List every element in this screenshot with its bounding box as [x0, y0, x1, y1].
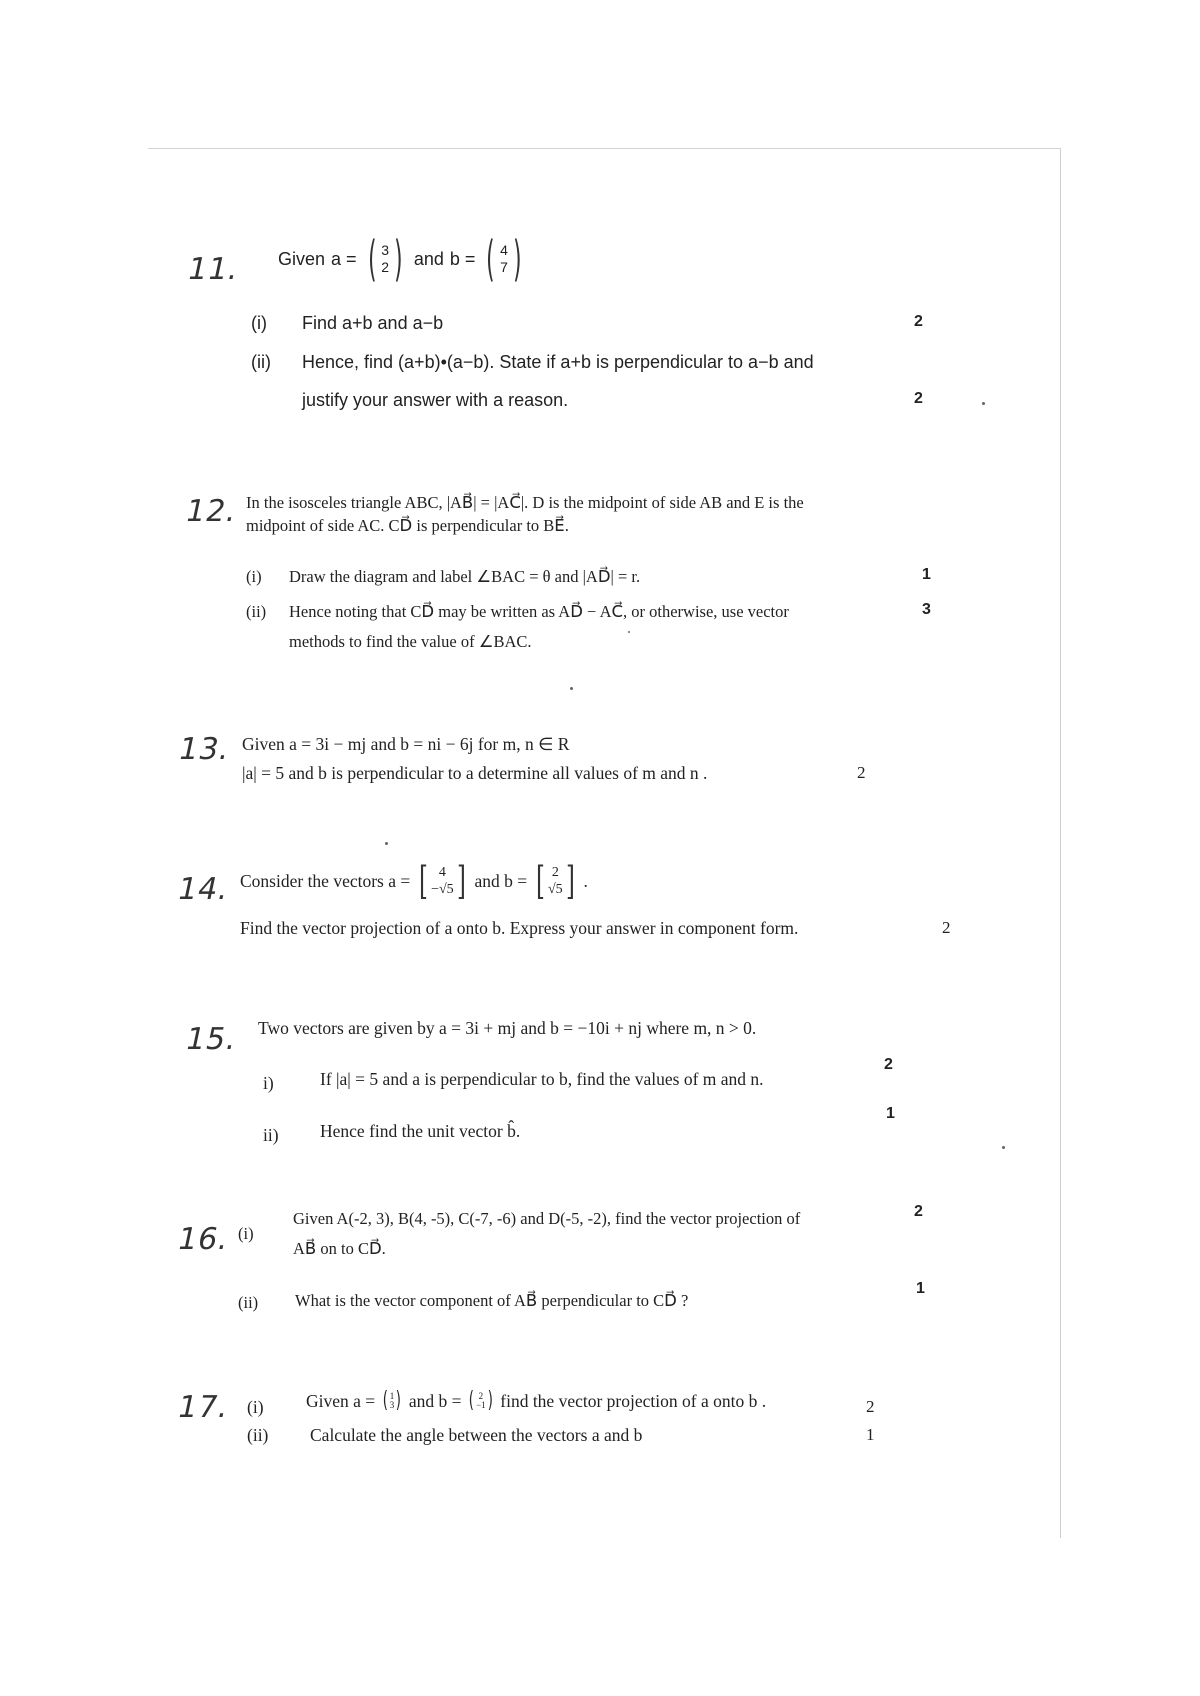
- q16-part-ii-label: (ii): [238, 1293, 259, 1312]
- q12-part-i-text: Draw the diagram and label ∠BAC = θ and |AD⃗| = r.: [289, 567, 641, 586]
- q17-part-i-rest: find the vector projection of a onto b .: [500, 1390, 767, 1411]
- q17-part-i-label: (i): [247, 1397, 264, 1417]
- q12-part-ii-label: (ii): [246, 602, 267, 621]
- q14-and-b: and b =: [474, 870, 528, 891]
- q17-part-i-line: [306, 1390, 766, 1412]
- q17-and-b: and b =: [408, 1390, 462, 1411]
- q13-line-2: |a| = 5 and b is perpendicular to a determine all values of m and n .: [242, 763, 708, 783]
- q14-a-top: 4: [438, 865, 446, 880]
- q11-b-top: 4: [500, 242, 508, 258]
- scan-speck: [385, 842, 388, 845]
- q12-stem-1: In the isosceles triangle ABC, |AB⃗| = |AC⃗|. D is the midpoint of side AB and E is the: [246, 493, 804, 512]
- q15-part-ii-text: Hence find the unit vector b̂.: [320, 1121, 521, 1141]
- question-number-14: 14.: [174, 872, 233, 907]
- q13-line-1: Given a = 3i − mj and b = ni − 6j for m, n ∈ R: [242, 734, 570, 754]
- q11-a-lhs: a =: [331, 248, 357, 269]
- page-border-right: [1060, 148, 1061, 1538]
- question-number-11: 11.: [184, 252, 243, 287]
- q17-b-top: 2: [478, 1391, 484, 1401]
- q17-vector-b: ( 2 −1 ): [469, 1388, 493, 1413]
- q17-part-i-marks: 2: [866, 1397, 875, 1416]
- q12-part-ii-marks: 3: [922, 601, 931, 618]
- q15-stem: Two vectors are given by a = 3i + mj and b = −10i + nj where m, n > 0.: [258, 1018, 757, 1038]
- q16-part-i-marks: 2: [914, 1203, 923, 1220]
- q15-part-i-marks: 2: [884, 1056, 893, 1073]
- q11-given-line: [278, 231, 527, 287]
- q11-part-ii-label: (ii): [251, 352, 271, 372]
- q11-given-word: Given: [278, 248, 326, 269]
- q12-part-i-marks: 1: [922, 566, 931, 583]
- question-number-16: 16.: [174, 1222, 233, 1257]
- q15-part-ii-marks: 1: [886, 1105, 895, 1122]
- question-number-13: 13.: [175, 732, 234, 767]
- scan-speck: [628, 631, 630, 633]
- q14-line-2: Find the vector projection of a onto b. Express your answer in component form.: [240, 918, 799, 938]
- q14-vector-a: [ 4 −√5 ]: [419, 859, 466, 903]
- q15-part-i-text: If |a| = 5 and a is perpendicular to b, find the values of m and n.: [320, 1069, 764, 1089]
- question-number-17: 17.: [174, 1390, 233, 1425]
- q11-part-i-label: (i): [251, 313, 267, 333]
- q16-part-ii-text: What is the vector component of AB⃗ perpendicular to CD⃗ ?: [295, 1291, 689, 1310]
- q14-b-top: 2: [551, 865, 559, 880]
- q14-period: .: [583, 870, 588, 891]
- q17-part-ii-marks: 1: [866, 1425, 875, 1444]
- q11-vector-a: ( 3 2 ): [367, 231, 403, 287]
- question-number-12: 12.: [182, 494, 241, 529]
- q11-vector-b: ( 4 7 ): [486, 231, 522, 287]
- q16-part-i-label: (i): [238, 1224, 254, 1243]
- q12-part-ii-text-2: methods to find the value of ∠BAC.: [289, 632, 532, 651]
- scan-speck: [570, 687, 573, 690]
- q11-part-ii-text-1: Hence, find (a+b)•(a−b). State if a+b is perpendicular to a−b and: [302, 352, 814, 372]
- q17-b-bot: −1: [476, 1400, 486, 1410]
- scan-speck: [982, 402, 985, 405]
- q11-a-top: 3: [381, 242, 390, 258]
- q17-given-a: Given a =: [306, 1390, 376, 1411]
- q16-part-ii-marks: 1: [916, 1280, 925, 1297]
- q12-part-i-label: (i): [246, 567, 262, 586]
- scan-speck: [1002, 1146, 1005, 1149]
- q14-b-bot: √5: [547, 882, 563, 897]
- q17-part-ii-label: (ii): [247, 1425, 269, 1445]
- q13-marks: 2: [857, 763, 866, 782]
- q15-part-ii-label: ii): [263, 1125, 279, 1145]
- q17-a-bot: 3: [389, 1400, 395, 1410]
- q17-part-ii-text: Calculate the angle between the vectors a and b: [310, 1425, 643, 1445]
- q12-stem-2: midpoint of side AC. CD⃗ is perpendicular to BE⃗.: [246, 516, 569, 535]
- q11-part-ii-text-2: justify your answer with a reason.: [302, 390, 569, 410]
- q14-vectors-line: [240, 859, 588, 903]
- q11-a-bot: 2: [381, 259, 390, 275]
- q11-b-bot: 7: [500, 259, 508, 275]
- q17-a-top: 1: [389, 1391, 395, 1401]
- q11-part-i-marks: 2: [914, 313, 923, 330]
- q15-part-i-label: i): [263, 1073, 274, 1093]
- q11-b-lhs: b =: [449, 248, 476, 269]
- q16-part-i-text-2: AB⃗ on to CD⃗.: [293, 1239, 386, 1258]
- q14-consider-text: Consider the vectors a =: [240, 870, 411, 891]
- q11-and: and: [413, 248, 444, 269]
- q16-part-i-text-1: Given A(-2, 3), B(4, -5), C(-7, -6) and D(-5, -2), find the vector projection of: [293, 1209, 801, 1228]
- q14-a-bot: −√5: [431, 882, 454, 897]
- question-number-15: 15.: [182, 1022, 241, 1057]
- q14-marks: 2: [942, 918, 951, 937]
- q12-part-ii-text-1: Hence noting that CD⃗ may be written as AD⃗ − AC⃗, or otherwise, use vector: [289, 602, 789, 621]
- q11-part-ii-marks: 2: [914, 390, 923, 407]
- q14-vector-b: [ 2 √5 ]: [536, 859, 575, 903]
- q17-vector-a: ( 1 3 ): [382, 1388, 402, 1413]
- q11-part-i-text: Find a+b and a−b: [302, 313, 444, 333]
- page-border-top: [148, 148, 1060, 149]
